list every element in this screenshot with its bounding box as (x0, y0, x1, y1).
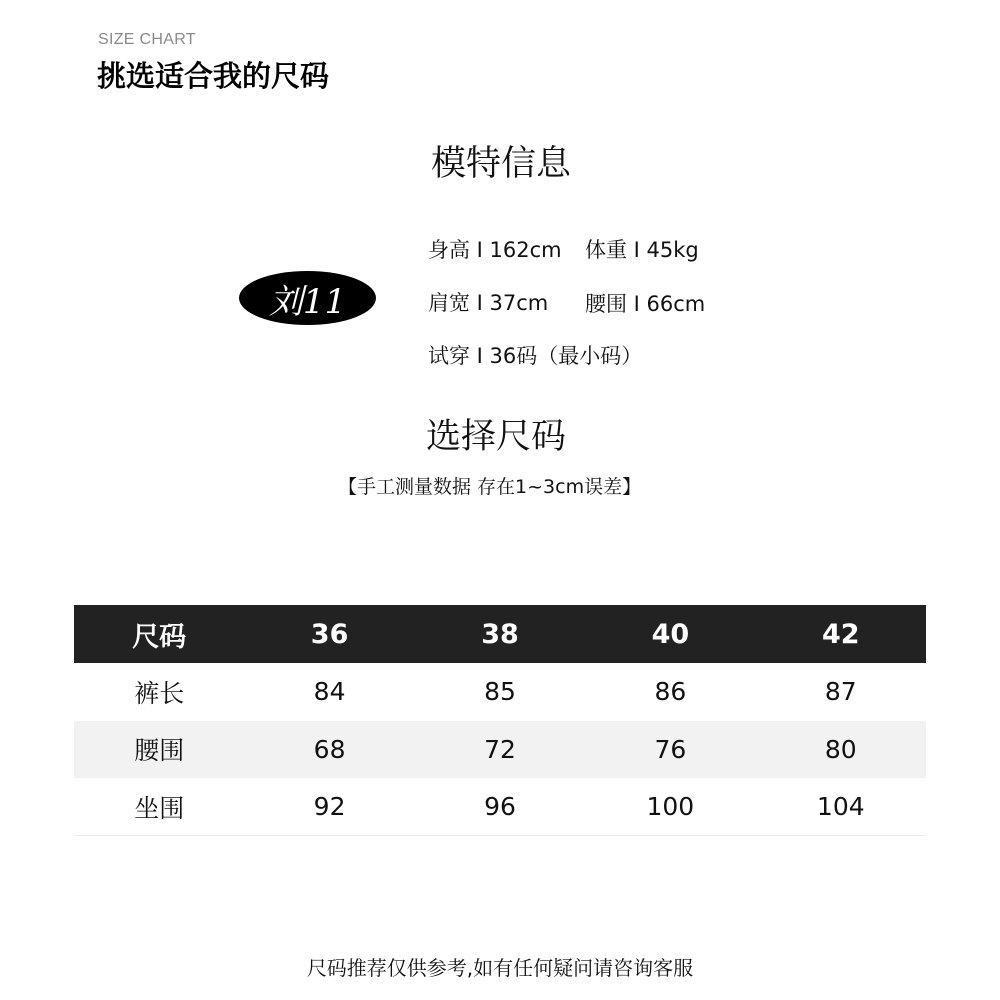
page-title: 挑选适合我的尺码 (97, 59, 330, 93)
size-table-header-row (74, 605, 926, 663)
table-cell: 86 (654, 677, 687, 707)
table-cell: 100 (585, 778, 755, 836)
model-weight: 体重 I 45kg (585, 238, 699, 262)
table-cell: 87 (824, 677, 857, 707)
table-cell: 84 (313, 677, 346, 707)
size-selection-heading: 选择尺码 (426, 417, 567, 457)
model-info-heading: 模特信息 (431, 144, 572, 184)
row-label-hip: 坐围 (74, 778, 244, 836)
table-cell: 85 (484, 677, 516, 707)
header-cell-38: 38 (481, 618, 519, 650)
model-name: 刘11 (268, 281, 347, 322)
table-cell: 80 (824, 734, 857, 764)
table-cell: 68 (313, 734, 346, 764)
table-cell: 104 (756, 778, 926, 836)
table-cell: 92 (244, 778, 414, 836)
measurement-note: 【手工测量数据 存在1~3cm误差】 (338, 476, 642, 498)
table-row (74, 778, 926, 836)
row-label-pants-length: 裤长 (134, 678, 185, 708)
table-cell: 76 (654, 734, 687, 764)
model-height: 身高 I 162cm (428, 238, 562, 262)
model-name-badge (239, 271, 376, 325)
table-row (74, 663, 926, 721)
header-cell-42: 42 (821, 618, 860, 650)
model-shoulder: 肩宽 I 37cm (428, 291, 549, 315)
footer-disclaimer: 尺码推荐仅供参考,如有任何疑问请咨询客服 (306, 956, 694, 980)
row-label-waist: 腰围 (134, 736, 185, 766)
model-waist: 腰围 I 66cm (585, 292, 706, 316)
header-cell-40: 40 (651, 618, 690, 650)
table-cell: 72 (484, 734, 516, 764)
table-row (74, 721, 926, 779)
size-table (74, 605, 926, 836)
model-trial-size: 试穿 I 36码（最小码） (428, 344, 643, 368)
header-cell-36: 36 (310, 618, 349, 650)
header-cell-size: 尺码 (132, 621, 187, 653)
size-chart-subtitle: SIZE CHART (98, 31, 196, 48)
table-cell: 96 (415, 778, 585, 836)
